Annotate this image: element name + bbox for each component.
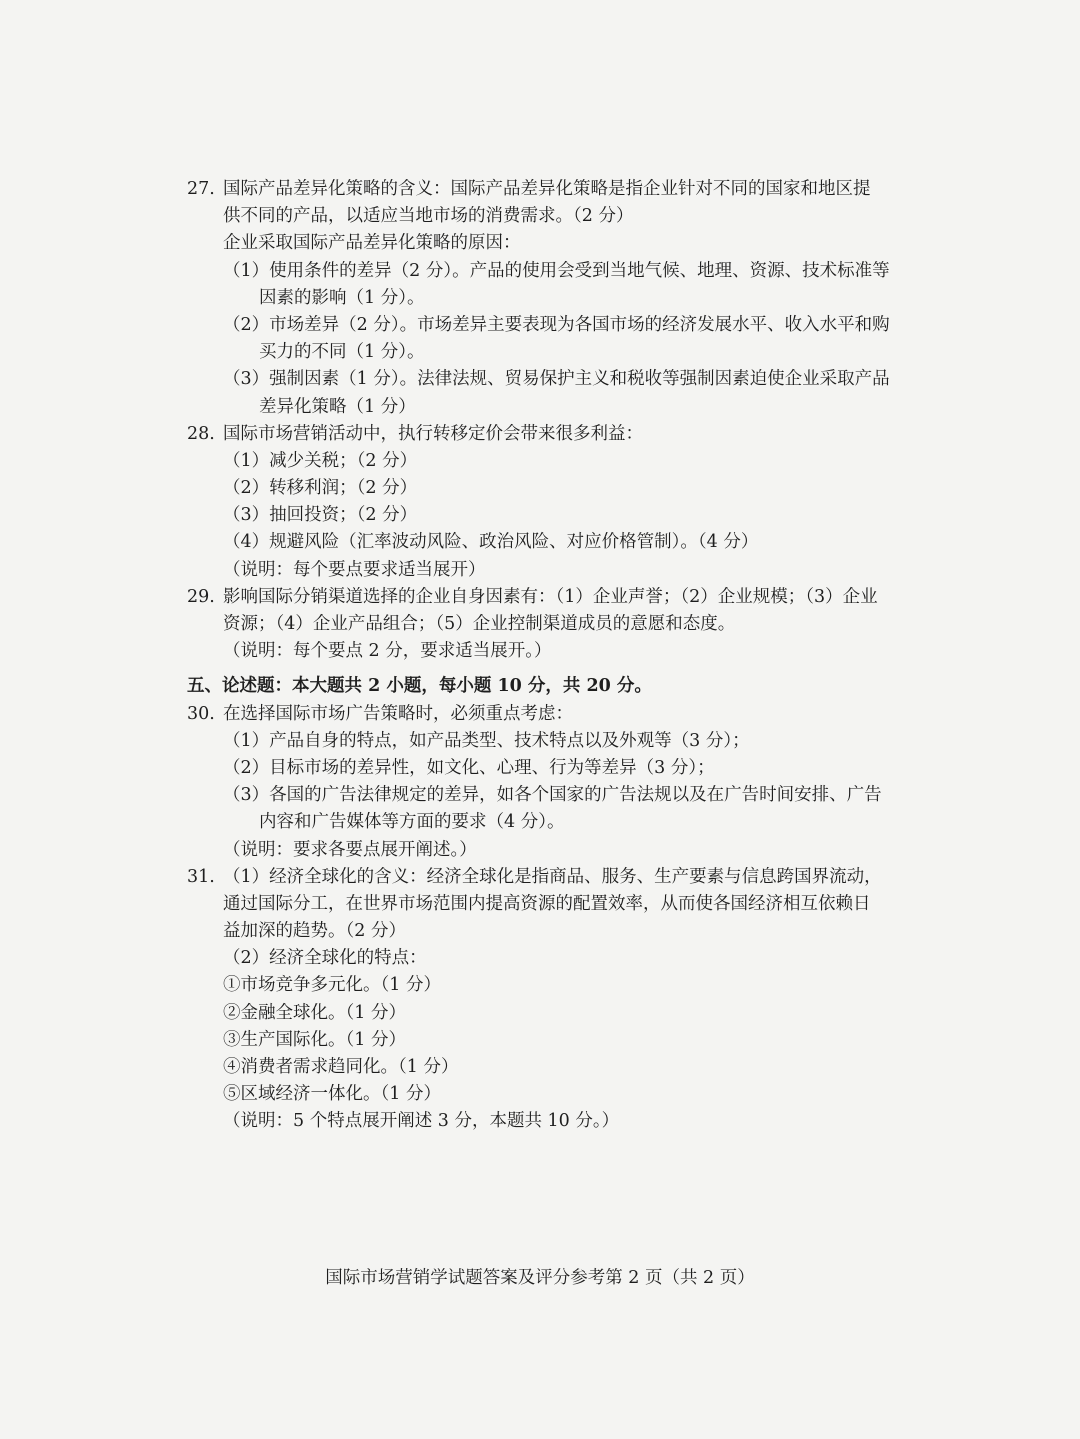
page-footer: 国际市场营销学试题答案及评分参考第 2 页（共 2 页） (325, 1268, 755, 1288)
q27-line-1: 27. 国际产品差异化策略的含义：国际产品差异化策略是指企业针对不同的国家和地区提 (187, 176, 907, 203)
q28-note: （说明：每个要点要求适当展开） (223, 559, 486, 580)
q31-line-1: 31. （1）经济全球化的含义：经济全球化是指商品、服务、生产要素与信息跨国界流动， (187, 864, 907, 891)
q31-feature-2: ②金融全球化。（1 分） (223, 1002, 406, 1023)
q30-intro: 30. 在选择国际市场广告策略时，必须重点考虑： (187, 701, 907, 728)
q27-item-3-cont: 差异化策略（1 分） (259, 396, 416, 417)
q28-intro: 28. 国际市场营销活动中，执行转移定价会带来很多利益： (187, 421, 907, 448)
q30-note: （说明：要求各要点展开阐述。） (223, 839, 477, 860)
q31-feature-1: ①市场竞争多元化。（1 分） (223, 975, 441, 996)
q28-item-1: （1）减少关税；（2 分） (223, 450, 418, 471)
q30-number: 30. (187, 703, 215, 724)
q30-item-3-cont: 内容和广告媒体等方面的要求（4 分）。 (259, 812, 565, 833)
section-5-heading: 五、论述题：本大题共 2 小题，每小题 10 分，共 20 分。 (187, 676, 652, 697)
answer-content (187, 176, 907, 1136)
q29-line-1: 29. 影响国际分销渠道选择的企业自身因素有：（1）企业声誉；（2）企业规模；（3）企业 (187, 584, 907, 611)
q31-line-3: 益加深的趋势。（2 分） (223, 921, 406, 942)
q31-line-2: 通过国际分工，在世界市场范围内提高资源的配置效率，从而使各国经济相互依赖日 (223, 893, 871, 914)
q31-feature-5: ⑤区域经济一体化。（1 分） (223, 1084, 441, 1105)
q27-number: 27. (187, 179, 215, 199)
q30-item-1: （1）产品自身的特点，如产品类型、技术特点以及外观等（3 分）； (223, 730, 750, 751)
q29-line-2: 资源；（4）企业产品组合；（5）企业控制渠道成员的意愿和态度。 (223, 614, 736, 634)
q27-line-2: 供不同的产品，以适应当地市场的消费需求。（2 分） (223, 206, 634, 227)
q30-item-2: （2）目标市场的差异性，如文化、心理、行为等差异（3 分）； (223, 757, 715, 778)
q31-feature-4: ④消费者需求趋同化。（1 分） (223, 1057, 459, 1077)
q27-item-3: （3）强制因素（1 分）。法律法规、贸易保护主义和税收等强制因素迫使企业采取产品 (223, 369, 890, 390)
q27-item-2: （2）市场差异（2 分）。市场差异主要表现为各国市场的经济发展水平、收入水平和购 (223, 314, 890, 335)
q29-note: （说明：每个要点 2 分，要求适当展开。） (223, 641, 552, 662)
q27-item-1: （1）使用条件的差异（2 分）。产品的使用会受到当地气候、地理、资源、技术标准等 (223, 260, 890, 281)
q28-number: 28. (187, 423, 215, 444)
q31-number: 31. (187, 866, 215, 887)
q27-reasons-heading: 企业采取国际产品差异化策略的原因： (223, 233, 521, 254)
q28-item-3: （3）抽回投资；（2 分） (223, 505, 418, 526)
q31-feature-3: ③生产国际化。（1 分） (223, 1029, 406, 1050)
q31-features-heading: （2）经济全球化的特点： (223, 948, 427, 969)
q30-item-3: （3）各国的广告法律规定的差异，如各个国家的广告法规以及在广告时间安排、广告 (223, 785, 882, 806)
q29-number: 29. (187, 586, 215, 607)
q28-item-2: （2）转移利润；（2 分） (223, 478, 418, 499)
q27-item-2-cont: 买力的不同（1 分）。 (259, 342, 425, 363)
q27-item-1-cont: 因素的影响（1 分）。 (259, 287, 425, 308)
section-gap (187, 665, 907, 673)
q28-item-4: （4）规避风险（汇率波动风险、政治风险、对应价格管制）。（4 分） (223, 532, 759, 553)
q31-note: （说明：5 个特点展开阐述 3 分，本题共 10 分。） (223, 1111, 620, 1132)
